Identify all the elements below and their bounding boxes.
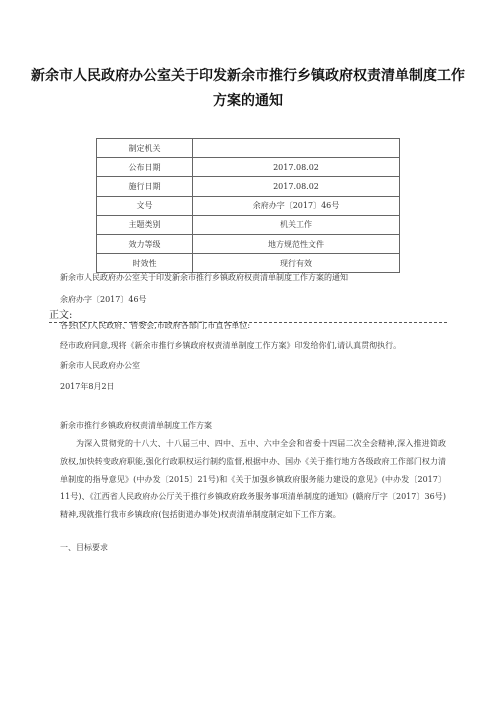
date-line: 2017年8月2日 [60, 382, 115, 391]
section-heading: 一、目标要求 [60, 543, 108, 552]
notice-title-line: 新余市人民政府办公室关于印发新余市推行乡镇政府权责清单制度工作方案的通知 [60, 273, 348, 282]
table-row [97, 215, 400, 234]
meta-value: 地方规范性文件 [193, 234, 400, 253]
table-row [97, 139, 400, 158]
meta-value: 机关工作 [193, 215, 400, 234]
meta-label: 时效性 [97, 254, 193, 273]
table-row [97, 254, 400, 273]
meta-label: 公布日期 [97, 158, 193, 177]
table-row [97, 177, 400, 196]
meta-label: 文号 [97, 196, 193, 215]
approval-line: 经市政府同意,现将《新余市推行乡镇政府权责清单制度工作方案》印发给你们,请认真贯彻执行。 [60, 341, 402, 350]
document-number-line: 余府办字〔2017〕46号 [60, 295, 147, 304]
issuer-line: 新余市人民政府办公室 [60, 361, 140, 370]
body-label: 正文: [49, 310, 73, 321]
meta-value [193, 139, 400, 158]
meta-label: 施行日期 [97, 177, 193, 196]
plan-title-line: 新余市推行乡镇政府权责清单制度工作方案 [60, 421, 212, 430]
intro-paragraph: 为深入贯彻党的十八大、十八届三中、四中、五中、六中全会和省委十四届二次全会精神,深入推进简政放权,加快转变政府职能,强化行政职权运行制约监督,根据中办、国办《关于推行地方各级政府工作部门权力清单制度的指导意见》(中办发〔2015〕21号)和《关于加强乡镇政府服务能力建设的意见》(中办发〔2017〕11号)、《江西省人民政府办公厅关于推行乡镇政府政务服务事项清单制度的通知》(赣府厅字〔2017〕36号)精神,现就推行我市乡镇政府(包括街道办事处)权责清单制度制定如下工作方案。 [60, 439, 446, 520]
table-row [97, 234, 400, 253]
meta-label: 主题类别 [97, 215, 193, 234]
meta-label: 制定机关 [97, 139, 193, 158]
document-title: 新余市人民政府办公室关于印发新余市推行乡镇政府权责清单制度工作方案的通知 [31, 68, 465, 109]
recipients-line: 各县(区)人民政府、管委会,市政府各部门,市直各单位: [60, 321, 251, 330]
meta-value: 现行有效 [193, 254, 400, 273]
meta-value: 余府办字〔2017〕46号 [193, 196, 400, 215]
table-row [97, 196, 400, 215]
metadata-table [96, 138, 400, 273]
meta-label: 效力等级 [97, 234, 193, 253]
table-row [97, 158, 400, 177]
meta-value: 2017.08.02 [193, 158, 400, 177]
meta-value: 2017.08.02 [193, 177, 400, 196]
